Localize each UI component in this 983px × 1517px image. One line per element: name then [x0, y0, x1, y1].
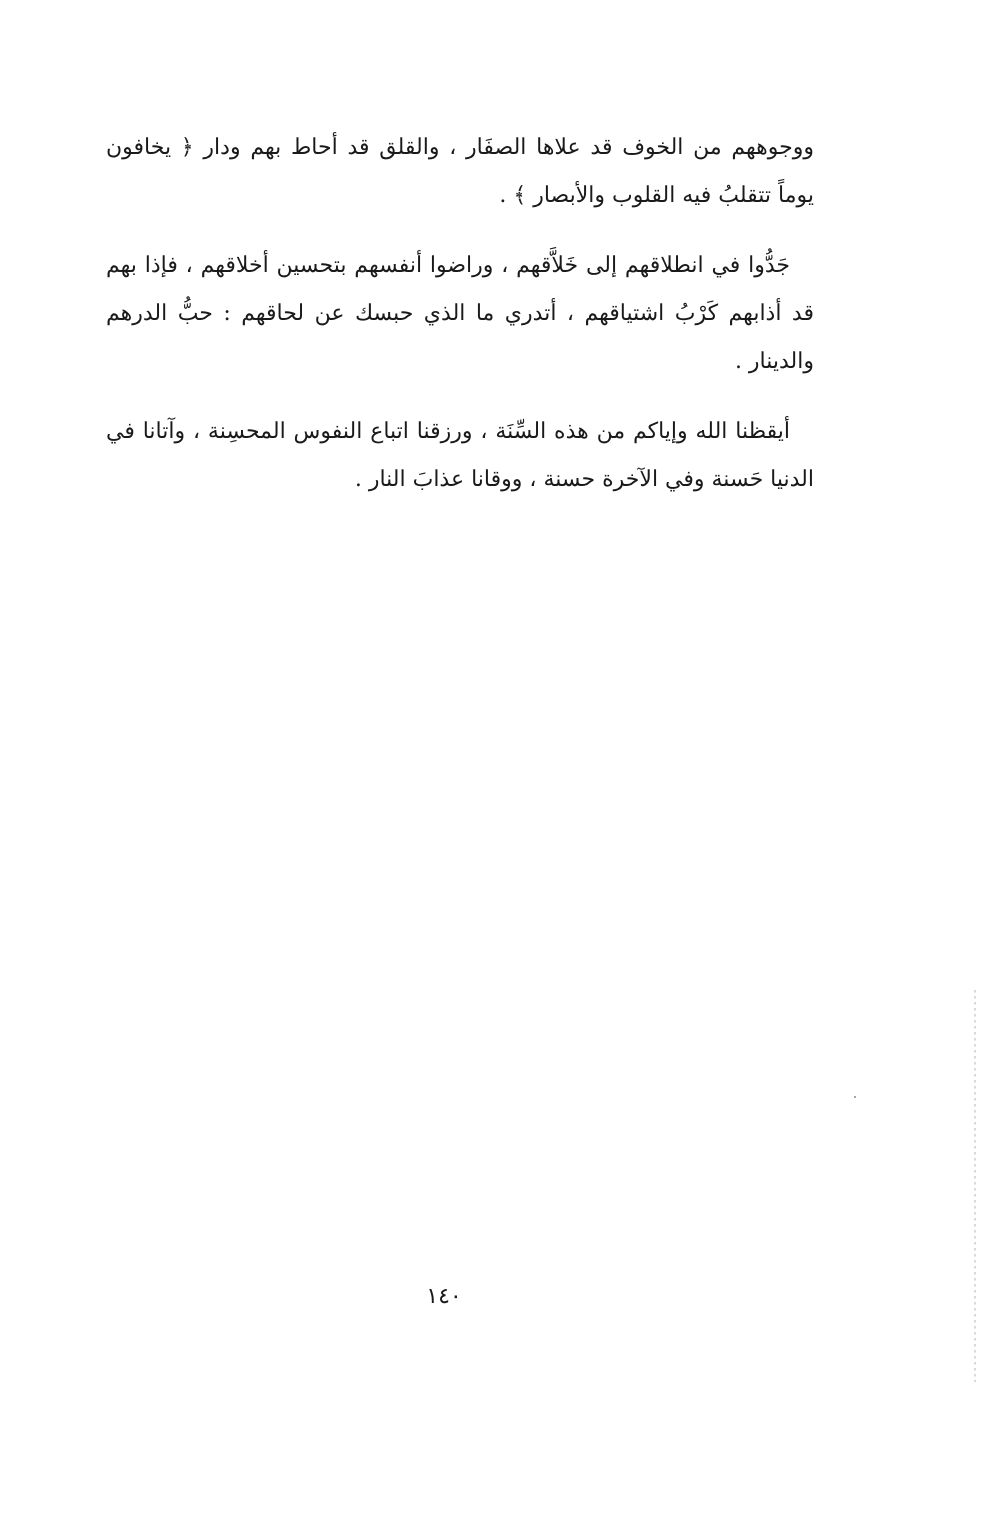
scan-speck — [854, 1096, 856, 1098]
paragraph: ووجوههم من الخوف قد علاها الصفَار ، والقلق قد أحاط بهم ودار ﴿ يخافون يوماً تتقلبُ فيه القلوب والأبصار ﴾ . — [106, 135, 814, 208]
body-text — [106, 124, 814, 504]
scan-edge-artifact — [974, 990, 976, 1382]
paragraph: جَدُّوا في انطلاقهم إلى خَلاَّقهم ، وراضوا أنفسهم بتحسين أخلاقهم ، فإذا بهم قد أذابهم كَرْبُ اشتياقهم ، أتدري ما الذي حبسك عن لحاقهم : حبُّ الدرهم والدينار . — [106, 253, 814, 374]
page-number: ١٤٠ — [426, 1284, 462, 1309]
paragraph: أيقظنا الله وإياكم من هذه السِّنَة ، ورزقنا اتباع النفوس المحسِنة ، وآتانا في الدنيا حَسنة وفي الآخرة حسنة ، ووقانا عذابَ النار . — [106, 419, 814, 492]
